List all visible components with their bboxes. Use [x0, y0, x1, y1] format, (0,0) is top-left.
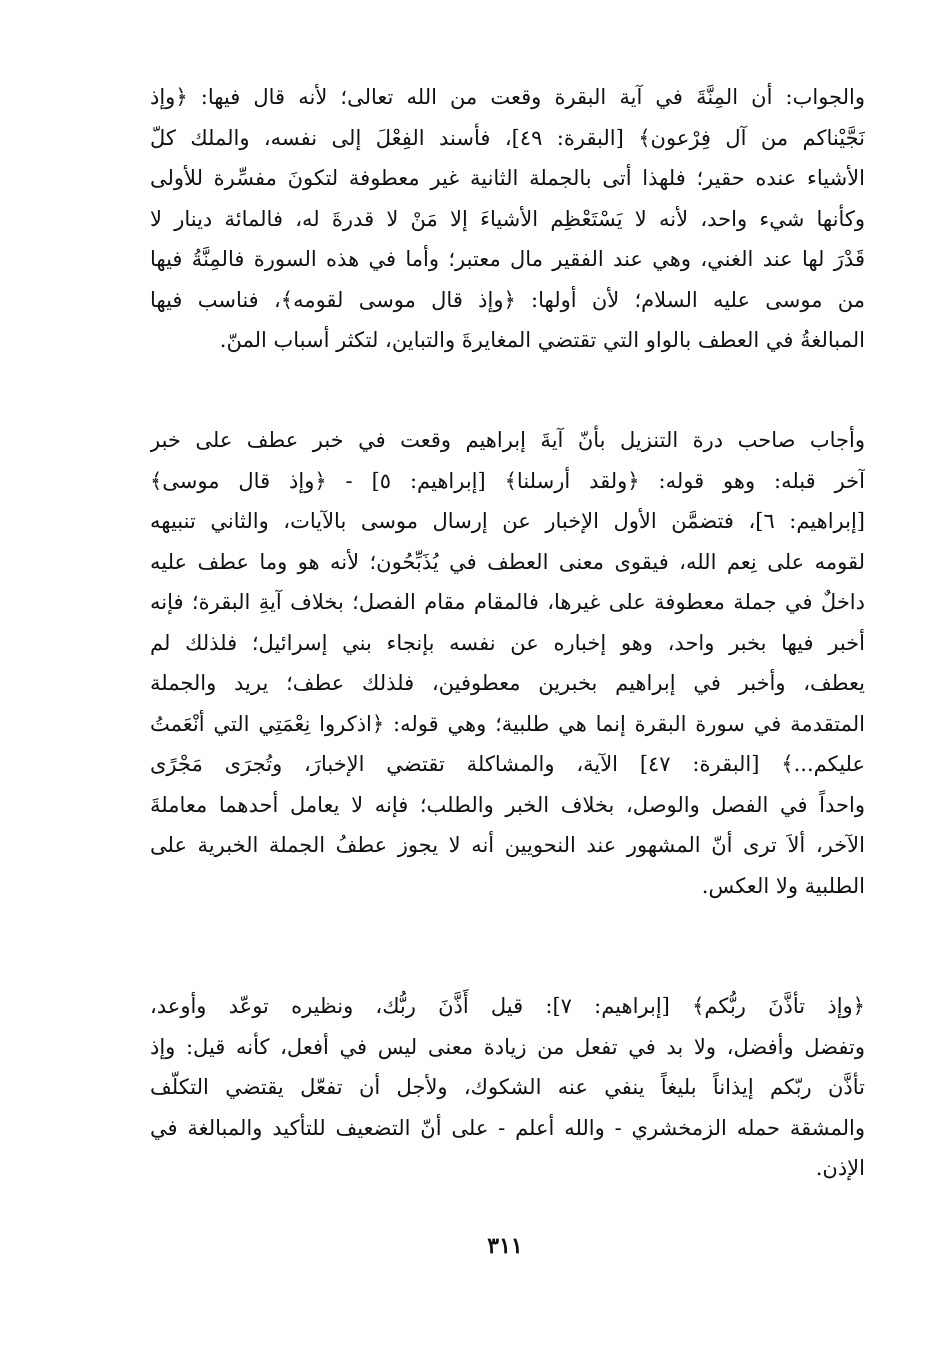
text-line: والمشقة حمله الزمخشري - والله أعلم - على أنّ التضعيف للتأكيد والمبالغة في	[150, 1115, 865, 1140]
text-line: عليكم...﴾ [البقرة: ٤٧] الآية، والمشاكلة تقتضي الإخبارَ، وتُجرَى مَجْرًى	[150, 752, 865, 776]
text-line: وأجاب صاحب درة التنزيل بأنّ آيةَ إبراهيم وقعت في خبر عطف على خبر	[150, 428, 865, 452]
text-line: وكأنها شيء واحد، لأنه لا يَسْتَعْظِم الأشياءَ إلا مَنْ لا قدرةَ له، فالمائة دينار لا	[150, 206, 865, 231]
text-line: الآخر، ألاَ ترى أنّ المشهور عند النحويين أنه لا يجوز عطفُ الجملة الخبرية على	[150, 833, 865, 857]
text-line: الأشياء عنده حقير؛ فلهذا أتى بالجملة الثانية غير معطوفة لتكونَ مفسِّرة للأولى	[150, 166, 865, 190]
text-line: واحداً في الفصل والوصل، بخلاف الخبر والطلب؛ فإنه لا يعامل أحدهما معاملةَ	[150, 792, 865, 817]
text-line: ﴿وإذ تأذَّنَ ربُّكم﴾ [إبراهيم: ٧]: قيل أَذَّنَ ربُّك، ونظيره توعّد وأوعد،	[150, 994, 865, 1018]
paragraph-taadhdhan	[150, 986, 865, 1189]
page-number: ٣١١	[487, 1233, 523, 1259]
text-line: المتقدمة في سورة البقرة إنما هي طلبية؛ وهي قوله: ﴿اذكروا نِعْمَتِي التي أنْعَمتُ	[150, 711, 865, 736]
text-line: تأذَّن ربّكم إيذاناً بليغاً ينفي عنه الشكوك، ولأجل أن تفعّل يقتضي التكلّف	[150, 1075, 865, 1099]
paragraph-answer	[150, 77, 865, 361]
text-line: يعطف، وأخبر في إبراهيم بخبرين معطوفين، فلذلك عطف؛ يريد والجملة	[150, 671, 865, 695]
text-line: آخر قبله: وهو قوله: ﴿ولقد أرسلنا﴾ [إبراهيم: ٥] - ﴿وإذ قال موسى﴾	[150, 468, 865, 493]
paragraph-durrat-al-tanzil	[150, 420, 865, 906]
text-line: قَدْرَ لها عند الغني، وهي عند الفقير مال معتبر؛ وأما في هذه السورة فالمِنَّةُ فيها	[150, 247, 865, 271]
text-line: أخبر فيها بخبر واحد، وهو إخباره عن نفسه بإنجاء بني إسرائيل؛ فلذلك لم	[150, 630, 865, 655]
text-line: [إبراهيم: ٦]، فتضمَّن الأول الإخبار عن إرسال موسى بالآيات، والثاني تنبيهه	[150, 509, 865, 533]
text-line: داخلٌ في جملة معطوفة على غيرها، فالمقام مقام الفصل؛ بخلاف آيةِ البقرة؛ فإنه	[150, 590, 865, 614]
text-line: لقومه على نِعم الله، فيقوى معنى العطف في يُذَبِّحُون؛ لأنه هو وما عطف عليه	[150, 549, 865, 574]
text-line: الطلبية ولا العكس.	[701, 873, 865, 898]
text-line: المبالغةُ في العطف بالواو التي تقتضي المغايرةَ والتباين، لتكثر أسباب المنّ.	[219, 328, 865, 352]
text-line: الإذن.	[815, 1156, 865, 1180]
text-line: وتفضل وأفضل، ولا بد في تفعل من زيادة معنى ليس في أفعل، كأنه قيل: وإذ	[150, 1034, 865, 1059]
text-line: نَجَّيْناكم من آل فِرْعون﴾ [البقرة: ٤٩]، فأسند الفِعْلَ إلى نفسه، والملك كلّ	[150, 125, 865, 150]
text-line: من موسى عليه السلام؛ لأن أولها: ﴿وإذ قال موسى لقومه﴾، فناسب فيها	[150, 287, 865, 312]
text-line: والجواب: أن المِنَّةَ في آية البقرة وقعت من الله تعالى؛ لأنه قال فيها: ﴿وإذ	[150, 85, 865, 109]
